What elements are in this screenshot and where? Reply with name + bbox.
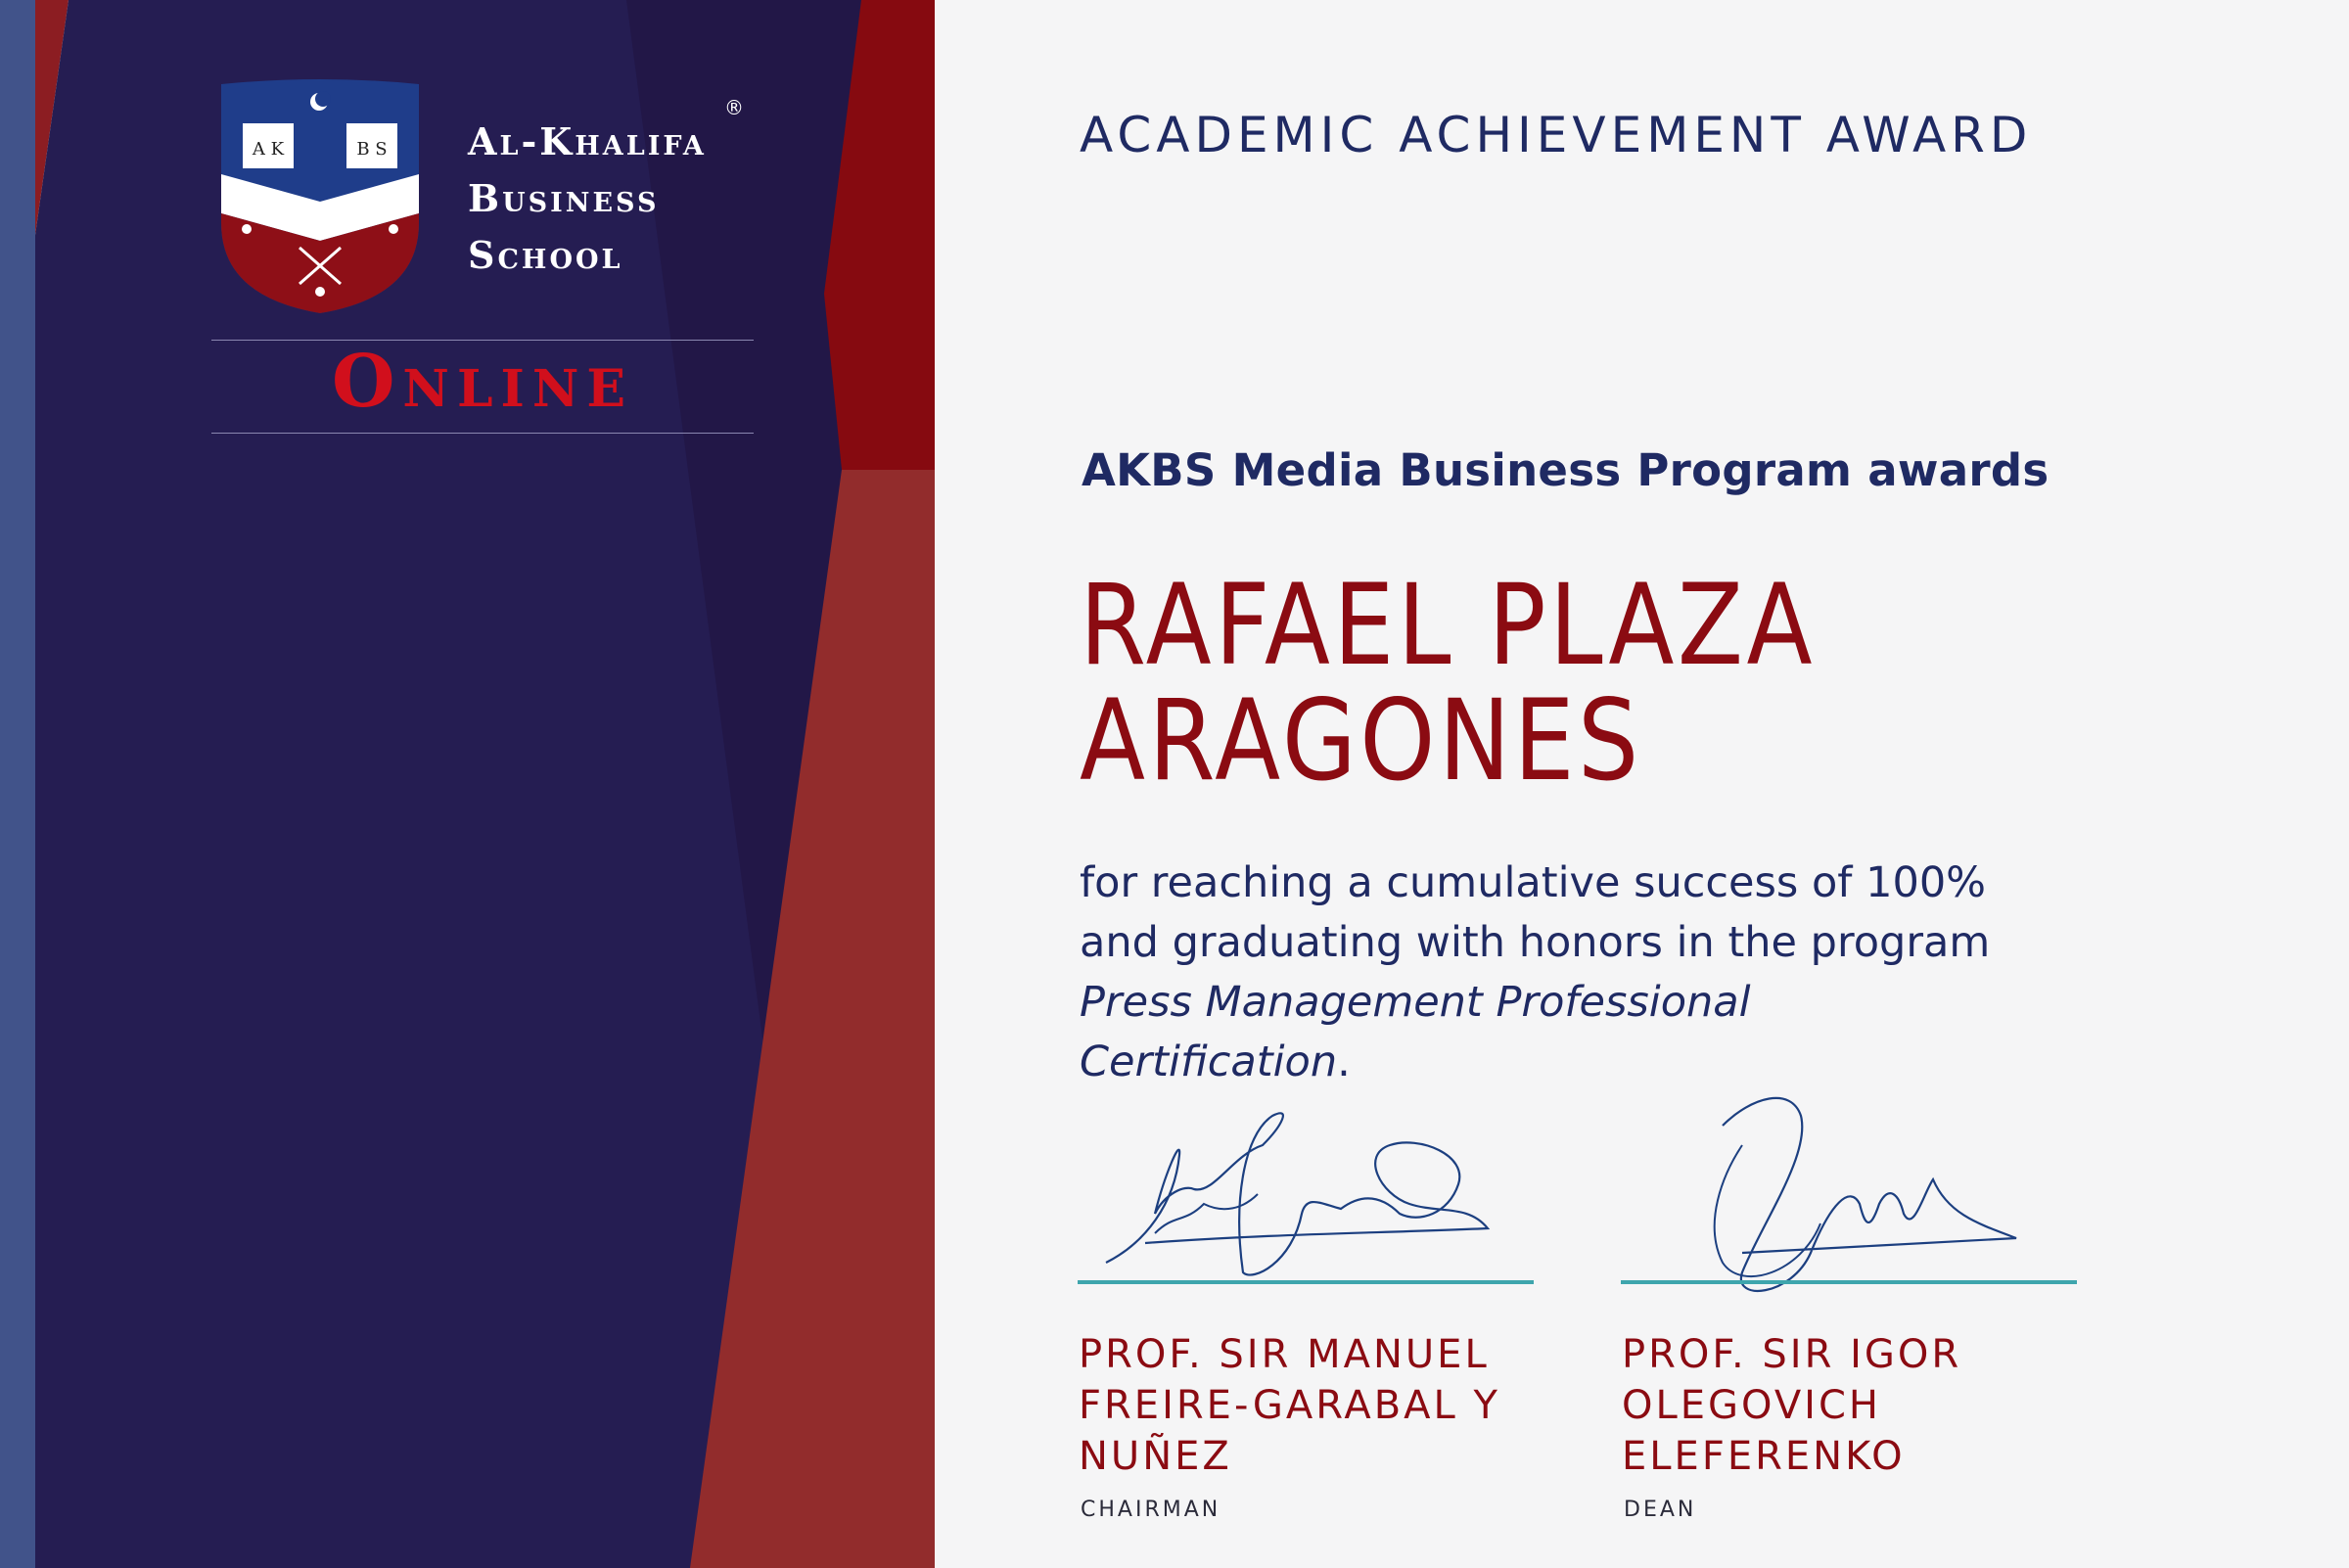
online-rule-bottom [211, 433, 754, 434]
dean-role: DEAN [1624, 1498, 1697, 1522]
reason-line-2: and graduating with honors in the program [1080, 918, 1991, 967]
program-name-line-1: Press Management Professional [1080, 978, 1751, 1027]
program-name-line-2-wrap [1080, 1033, 2058, 1092]
award-reason [1080, 853, 2058, 1092]
chairman-signature [1086, 1096, 1507, 1292]
chairman-name: PROF. SIR MANUEL FREIRE-GARABAL Y NUÑEZ [1079, 1332, 1500, 1479]
slate-blue-band [0, 0, 35, 1568]
school-name-line-3: School [468, 233, 623, 277]
crest-letters-right: B S [356, 139, 388, 160]
crest-letters-left: A K [252, 139, 285, 160]
school-name-line-2: Business [468, 176, 660, 220]
program-line: AKBS Media Business Program awards [1082, 444, 2050, 496]
program-name-line-2: Certification [1080, 1038, 1338, 1086]
online-label: Online [331, 340, 634, 424]
award-title: ACADEMIC ACHIEVEMENT AWARD [1080, 107, 2033, 163]
reason-line-1: for reaching a cumulative success of 100% [1080, 858, 1987, 907]
chairman-role: CHAIRMAN [1081, 1498, 1221, 1522]
school-name-line-1: Al-Khalifa [468, 119, 707, 163]
school-crest-logo [217, 76, 423, 317]
recipient-name [1080, 560, 2090, 806]
dean-signature [1683, 1086, 2026, 1312]
recipient-name-line-1: RAFAEL PLAZA [1080, 560, 1816, 690]
recipient-name-line-2: ARAGONES [1080, 675, 1642, 806]
registered-mark: ® [724, 96, 744, 119]
dean-signature-line [1621, 1280, 2077, 1284]
program-name-period: . [1337, 1038, 1351, 1086]
chairman-signature-line [1078, 1280, 1534, 1284]
dean-name: PROF. SIR IGOR OLEGOVICH ELEFERENKO [1622, 1332, 1962, 1479]
